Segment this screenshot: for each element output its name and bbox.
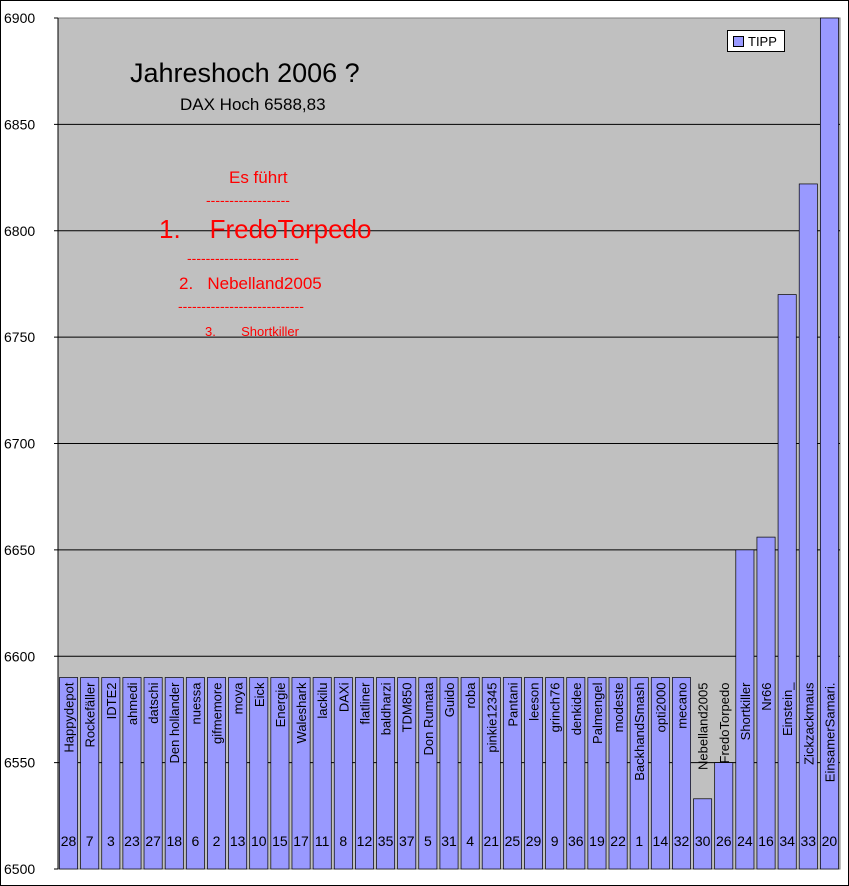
y-axis bbox=[4, 10, 58, 877]
bar-id-label: 4 bbox=[466, 833, 475, 849]
x-tick-label: baldharzi bbox=[378, 682, 394, 736]
x-tick-label: Palmengel bbox=[589, 682, 605, 744]
bar-id-label: 27 bbox=[145, 833, 161, 849]
y-tick-label: 6850 bbox=[4, 116, 36, 133]
x-tick-label: mecano bbox=[674, 682, 690, 729]
x-tick-label: nuessa bbox=[188, 682, 204, 725]
x-tick-label: opti2000 bbox=[653, 682, 669, 733]
bar-id-label: 10 bbox=[250, 833, 267, 849]
bar-id-label: 9 bbox=[550, 833, 559, 849]
y-tick-label: 6750 bbox=[4, 329, 36, 346]
x-tick-label: Guido bbox=[442, 682, 457, 718]
legend-label-tipp: TIPP bbox=[748, 33, 777, 49]
bar-id-label: 28 bbox=[60, 833, 77, 849]
bar-id-label: 20 bbox=[821, 833, 838, 849]
y-tick-label: 6800 bbox=[4, 222, 36, 239]
x-tick-label: moya bbox=[230, 682, 246, 715]
x-tick-label: DAXi bbox=[336, 682, 352, 713]
bar bbox=[778, 295, 796, 869]
bar bbox=[715, 763, 733, 869]
x-tick-label: datschi bbox=[146, 682, 162, 724]
bar-id-label: 22 bbox=[610, 833, 626, 849]
y-tick-label: 6700 bbox=[4, 435, 36, 452]
bar-id-label: 16 bbox=[758, 833, 774, 849]
x-tick-label: Rockefäller bbox=[82, 682, 98, 748]
bar-id-label: 17 bbox=[293, 833, 309, 849]
bar-id-label: 8 bbox=[339, 833, 348, 849]
bar-id-label: 1 bbox=[635, 833, 644, 849]
bar-id-label: 11 bbox=[314, 833, 330, 849]
bar-id-label: 21 bbox=[483, 833, 500, 849]
x-tick-label: Einstein_ bbox=[780, 682, 796, 737]
bar-id-label: 33 bbox=[800, 833, 817, 849]
x-tick-label: Nr66 bbox=[759, 682, 775, 711]
x-tick-label: FredoTorpedo bbox=[716, 682, 732, 764]
x-tick-label: Nebelland2005 bbox=[695, 682, 711, 770]
separator-line: ------------------------ bbox=[187, 250, 299, 266]
bar-id-label: 15 bbox=[272, 833, 288, 849]
x-tick-label: Energie bbox=[272, 682, 288, 728]
bar-id-label: 24 bbox=[737, 833, 753, 849]
y-tick-label: 6500 bbox=[4, 861, 36, 877]
bar-id-label: 25 bbox=[504, 833, 521, 849]
bar-id-label: 14 bbox=[652, 833, 669, 849]
x-tick-label: pinkie12345 bbox=[484, 682, 500, 753]
x-tick-label: gifmemore bbox=[209, 682, 225, 744]
bar-id-label: 5 bbox=[423, 833, 432, 849]
x-tick-label: Waleshark bbox=[294, 682, 310, 744]
bar-id-label: 37 bbox=[398, 833, 415, 849]
x-tick-label: Den hollander bbox=[167, 682, 183, 764]
x-tick-label: Shortkiller bbox=[737, 682, 753, 741]
chart-subtitle: DAX Hoch 6588,83 bbox=[180, 95, 326, 114]
x-tick-label: leeson bbox=[526, 682, 542, 721]
legend-swatch-tipp bbox=[733, 36, 744, 47]
bar-id-label: 36 bbox=[568, 833, 584, 849]
y-tick-label: 6900 bbox=[4, 10, 36, 26]
x-tick-label: grinch76 bbox=[547, 682, 563, 733]
x-tick-label: IDTE2 bbox=[103, 682, 119, 720]
x-tick-label: Happydepot bbox=[61, 682, 77, 753]
x-tick-label: roba bbox=[463, 682, 479, 709]
x-tick-label: Eick bbox=[251, 682, 267, 708]
x-tick-label: TDM850 bbox=[399, 682, 415, 733]
x-tick-label: denkidee bbox=[568, 682, 584, 736]
rank-1-label: 1. FredoTorpedo bbox=[159, 214, 372, 244]
bar-id-label: 35 bbox=[377, 833, 394, 849]
x-tick-label: lackilu bbox=[315, 682, 331, 719]
x-tick-label: Pantani bbox=[505, 682, 521, 727]
bar-id-label: 31 bbox=[441, 833, 457, 849]
rank-2-label: 2. Nebelland2005 bbox=[179, 274, 322, 293]
x-tick-label: Zickzackmaus bbox=[801, 682, 817, 765]
y-tick-label: 6550 bbox=[4, 754, 36, 771]
x-tick-label: BackhandSmash bbox=[632, 682, 648, 781]
bar-id-label: 6 bbox=[191, 833, 200, 849]
bar-id-label: 34 bbox=[779, 833, 795, 849]
x-tick-label: modeste bbox=[611, 682, 627, 733]
bar-id-label: 30 bbox=[694, 833, 711, 849]
y-tick-label: 6600 bbox=[4, 648, 36, 665]
bar-id-label: 3 bbox=[106, 833, 115, 849]
x-tick-label: flatliner bbox=[357, 682, 373, 725]
separator-line: ------------------ bbox=[206, 192, 290, 208]
bar-id-label: 23 bbox=[124, 833, 140, 849]
y-tick-label: 6650 bbox=[4, 541, 36, 558]
bar-id-label: 29 bbox=[525, 833, 542, 849]
bar-id-label: 7 bbox=[85, 833, 94, 849]
bar-id-label: 32 bbox=[673, 833, 690, 849]
legend bbox=[727, 30, 785, 52]
leader-heading: Es führt bbox=[229, 168, 288, 187]
bar-id-label: 18 bbox=[166, 833, 183, 849]
rank-3-label: 3. Shortkiller bbox=[205, 324, 299, 339]
bar-id-label: 2 bbox=[212, 833, 221, 849]
x-tick-label: EinsamerSamari. bbox=[822, 682, 838, 783]
bar bbox=[799, 184, 817, 869]
bar-id-label: 19 bbox=[589, 833, 605, 849]
bar-id-label: 13 bbox=[229, 833, 246, 849]
bar-id-label: 26 bbox=[715, 833, 732, 849]
chart-title: Jahreshoch 2006 ? bbox=[130, 58, 360, 88]
separator-line: --------------------------- bbox=[178, 298, 304, 314]
x-tick-label: ahmedi bbox=[124, 682, 140, 726]
x-tick-label: Don Rumata bbox=[420, 682, 436, 756]
bar-id-label: 12 bbox=[356, 833, 373, 849]
